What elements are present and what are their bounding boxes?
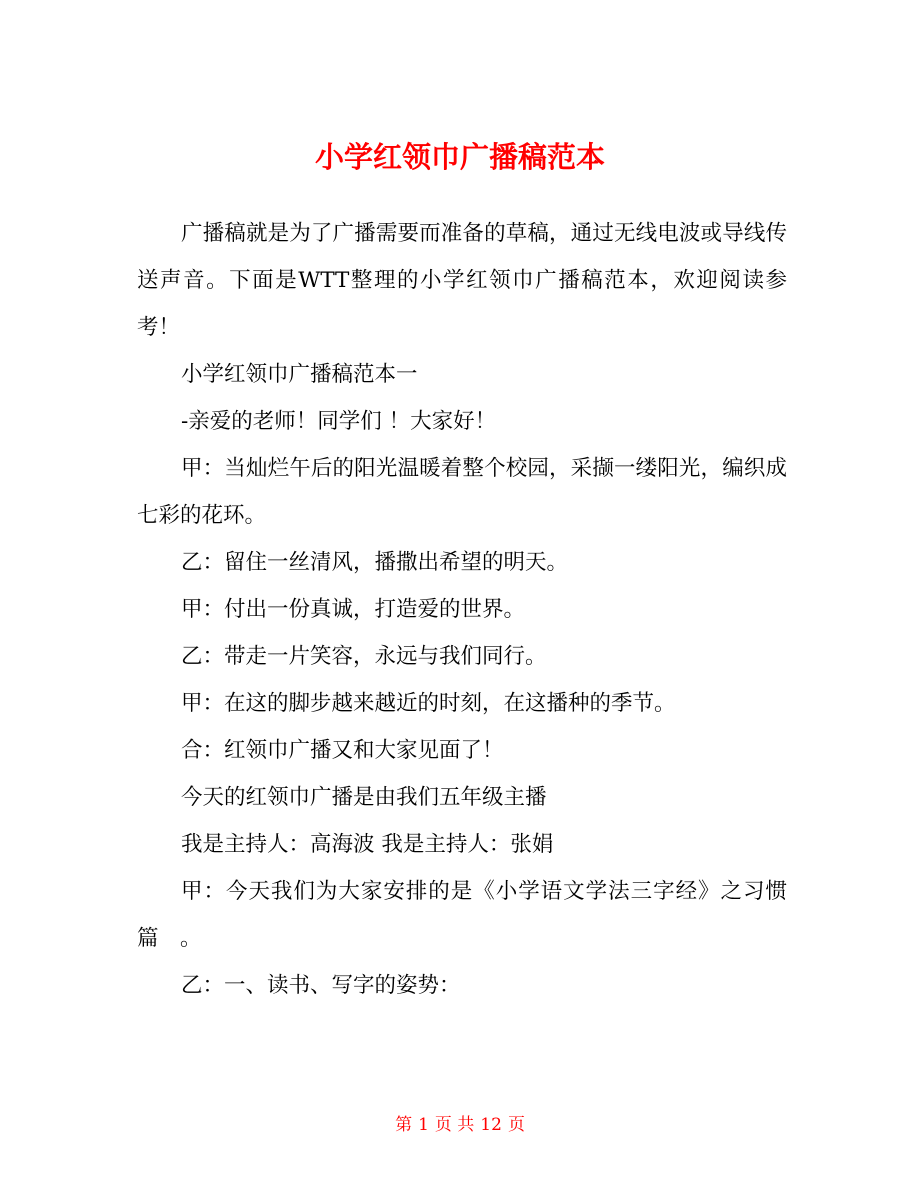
paragraph: 乙：一、读书、写字的姿势： xyxy=(181,973,461,998)
paragraph: 今天的红领巾广播是由我们五年级主播 xyxy=(181,785,547,810)
paragraph: 甲：当灿烂午后的阳光温暖着整个校园，采撷一缕阳光，编织成七彩的花环。 xyxy=(137,456,787,528)
footer-suffix: 页 xyxy=(507,1115,525,1135)
footer-prefix: 第 xyxy=(395,1115,413,1135)
section-heading: 小学红领巾广播稿范本一 xyxy=(181,362,418,387)
page-title: 小学红领巾广播稿范本 xyxy=(314,140,605,175)
paragraph: 甲：付出一份真诚，打造爱的世界。 xyxy=(181,597,526,622)
footer-total-pages: 12 xyxy=(480,1115,502,1135)
footer-middle: 页 共 xyxy=(434,1115,475,1135)
paragraph: 甲：在这的脚步越来越近的时刻，在这播种的季节。 xyxy=(181,691,676,716)
paragraph: 甲：今天我们为大家安排的是《小学语文学法三字经》之习惯篇 。 xyxy=(137,879,787,951)
paragraph: 我是主持人：高海波 我是主持人：张娟 xyxy=(181,832,554,857)
paragraph: 广播稿就是为了广播需要而准备的草稿，通过无线电波或导线传送声音。下面是WTT整理的小学红领巾广播稿范本，欢迎阅读参考！ xyxy=(137,221,787,340)
paragraph: 合：红领巾广播又和大家见面了！ xyxy=(181,738,504,763)
paragraph: -亲爱的老师！同学们 ！大家好！ xyxy=(181,409,497,434)
paragraph: 乙：留住一丝清风，播撒出希望的明天。 xyxy=(181,550,569,575)
footer-current-page: 1 xyxy=(418,1115,429,1135)
paragraph: 乙：带走一片笑容，永远与我们同行。 xyxy=(181,644,547,669)
page-footer xyxy=(0,1112,920,1138)
document-body xyxy=(137,210,787,1009)
